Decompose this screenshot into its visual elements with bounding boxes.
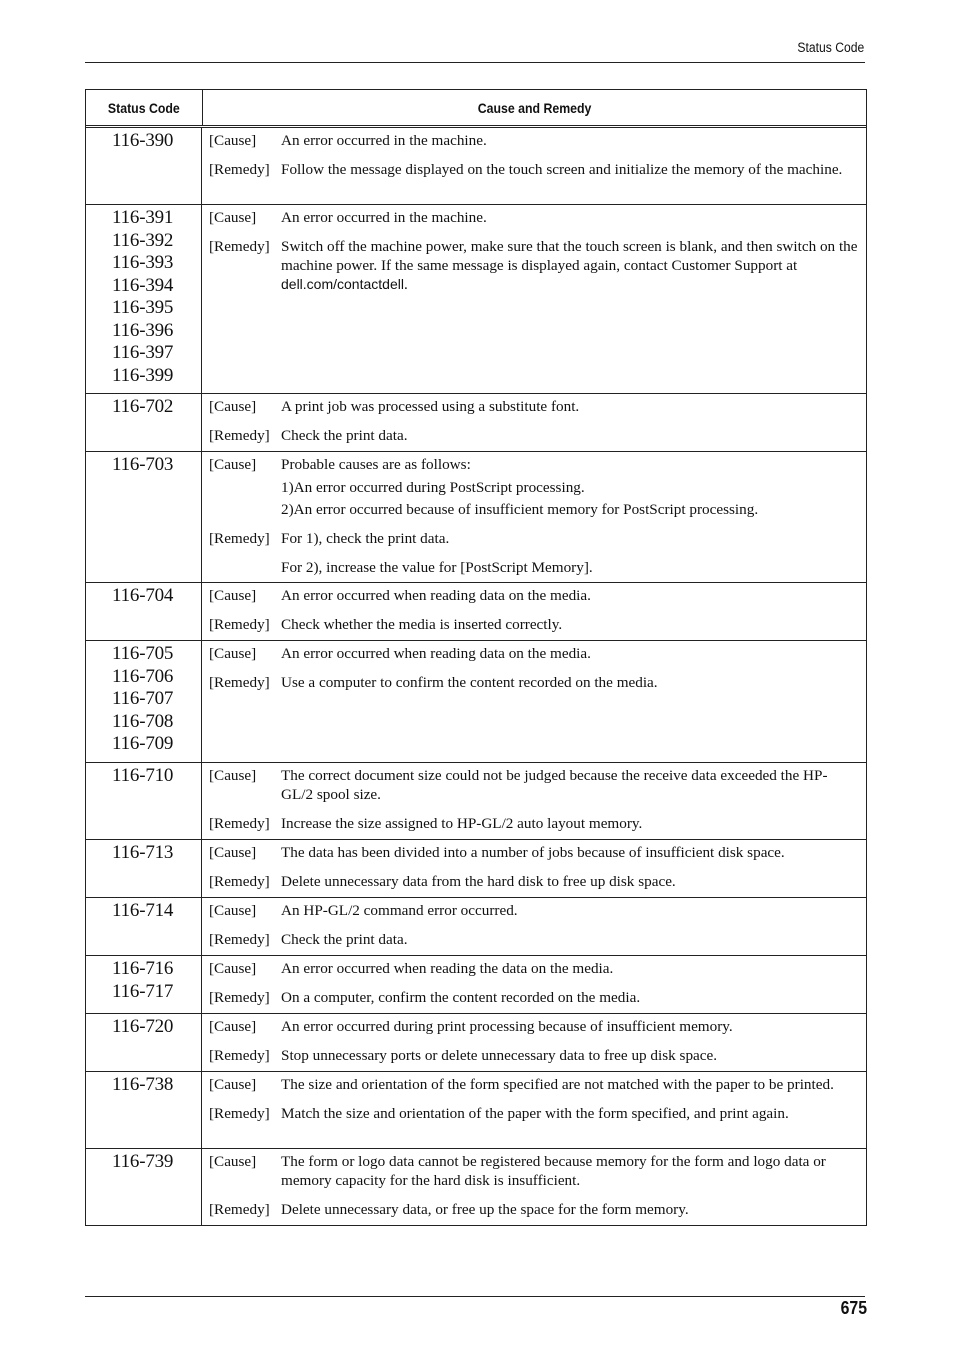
cause-text: The data has been divided into a number of jobs because of insufficient disk space. <box>281 844 785 861</box>
remedy-label: [Remedy] <box>209 427 270 444</box>
status-code-table <box>85 89 867 1226</box>
remedy-label: [Remedy] <box>209 674 270 691</box>
remedy-label: [Remedy] <box>209 1047 270 1064</box>
table-row <box>86 128 866 205</box>
remedy-text: Increase the size assigned to HP-GL/2 auto layout memory. <box>281 815 643 832</box>
status-codes: 116-703 <box>86 452 202 582</box>
running-header: Status Code <box>797 40 864 55</box>
cause-text: The form or logo data cannot be registered because memory for the form and logo data or memory capacity for the hard disk is insufficient. <box>281 1153 826 1189</box>
table-row <box>86 840 866 898</box>
remedy-text: Follow the message displayed on the touch screen and initialize the memory of the machine. <box>281 161 843 178</box>
remedy-text: Match the size and orientation of the paper with the form specified, and print again. <box>281 1105 789 1122</box>
status-codes: 116-702 <box>86 394 202 451</box>
cause-label: [Cause] <box>209 587 257 604</box>
table-row <box>86 763 866 840</box>
cause-text: An error occurred in the machine. <box>281 132 487 149</box>
remedy-text: Delete unnecessary data, or free up the space for the form memory. <box>281 1201 689 1218</box>
table-row <box>86 641 866 763</box>
table-row <box>86 1149 866 1226</box>
remedy-text-extra: For 2), increase the value for [PostScript Memory]. <box>281 559 593 576</box>
support-link[interactable]: dell.com/contactdell <box>281 276 404 292</box>
cause-text: The size and orientation of the form specified are not matched with the paper to be printed. <box>281 1076 834 1093</box>
table-header <box>86 90 866 128</box>
cause-label: [Cause] <box>209 960 257 977</box>
cause-label: [Cause] <box>209 645 257 662</box>
remedy-text: Stop unnecessary ports or delete unnecessary data to free up disk space. <box>281 1047 718 1064</box>
table-row <box>86 583 866 641</box>
cause-label: [Cause] <box>209 456 257 473</box>
remedy-text: Check the print data. <box>281 427 408 444</box>
status-codes: 116-391 116-392 116-393 116-394 116-395 116-396 116-397 116-399 <box>86 205 202 393</box>
remedy-text: Check the print data. <box>281 931 408 948</box>
remedy-label: [Remedy] <box>209 238 270 255</box>
remedy-text: Use a computer to confirm the content recorded on the media. <box>281 674 658 691</box>
remedy-text: Delete unnecessary data from the hard disk to free up disk space. <box>281 873 676 890</box>
table-row <box>86 1072 866 1149</box>
remedy-label: [Remedy] <box>209 873 270 890</box>
table-row <box>86 956 866 1014</box>
cause-label: [Cause] <box>209 844 257 861</box>
cause-label: [Cause] <box>209 767 257 784</box>
header-rule <box>85 62 865 63</box>
table-row <box>86 205 866 394</box>
status-codes: 116-390 <box>86 128 202 204</box>
remedy-label: [Remedy] <box>209 989 270 1006</box>
page-number: 675 <box>840 1298 867 1318</box>
remedy-text: Check whether the media is inserted correctly. <box>281 616 563 633</box>
col-status-code: Status Code <box>108 99 180 116</box>
status-codes: 116-705 116-706 116-707 116-708 116-709 <box>86 641 202 762</box>
cause-text: An HP-GL/2 command error occurred. <box>281 902 518 919</box>
cause-text: An error occurred in the machine. <box>281 209 487 226</box>
status-codes: 116-710 <box>86 763 202 839</box>
cause-text: A print job was processed using a substitute font. <box>281 398 580 415</box>
cause-label: [Cause] <box>209 1076 257 1093</box>
remedy-label: [Remedy] <box>209 161 270 178</box>
status-codes: 116-738 <box>86 1072 202 1148</box>
remedy-label: [Remedy] <box>209 931 270 948</box>
remedy-label: [Remedy] <box>209 616 270 633</box>
cause-text: An error occurred when reading data on the media. <box>281 587 591 604</box>
cause-text: Probable causes are as follows: 1)An error occurred during PostScript processing. 2)An error occurred because of insufficient memory for PostScript processing. <box>281 456 759 518</box>
cause-label: [Cause] <box>209 398 257 415</box>
remedy-label: [Remedy] <box>209 1105 270 1122</box>
table-row <box>86 452 866 583</box>
status-codes: 116-739 <box>86 1149 202 1225</box>
table-row <box>86 394 866 452</box>
remedy-text: Switch off the machine power, make sure that the touch screen is blank, and then switch on the machine power. If the same message is displayed again, contact Customer Support at dell.com/contactdell. <box>281 238 858 293</box>
status-codes: 116-720 <box>86 1014 202 1071</box>
col-cause-remedy: Cause and Remedy <box>477 99 592 116</box>
cause-label: [Cause] <box>209 902 257 919</box>
remedy-text: On a computer, confirm the content recorded on the media. <box>281 989 641 1006</box>
cause-label: [Cause] <box>209 132 257 149</box>
status-codes: 116-714 <box>86 898 202 955</box>
status-codes: 116-713 <box>86 840 202 897</box>
cause-label: [Cause] <box>209 1153 257 1170</box>
cause-label: [Cause] <box>209 209 257 226</box>
remedy-text: For 1), check the print data. <box>281 530 450 547</box>
table-row <box>86 1014 866 1072</box>
cause-text: An error occurred when reading the data on the media. <box>281 960 614 977</box>
cause-text: An error occurred when reading data on the media. <box>281 645 591 662</box>
cause-text: The correct document size could not be judged because the receive data exceeded the HP-GL/2 spool size. <box>281 767 828 803</box>
remedy-label: [Remedy] <box>209 815 270 832</box>
remedy-label: [Remedy] <box>209 1201 270 1218</box>
remedy-label: [Remedy] <box>209 530 270 547</box>
cause-text: An error occurred during print processing because of insufficient memory. <box>281 1018 733 1035</box>
status-codes: 116-704 <box>86 583 202 640</box>
footer-rule <box>85 1296 865 1297</box>
table-row <box>86 898 866 956</box>
status-codes: 116-716 116-717 <box>86 956 202 1013</box>
cause-label: [Cause] <box>209 1018 257 1035</box>
